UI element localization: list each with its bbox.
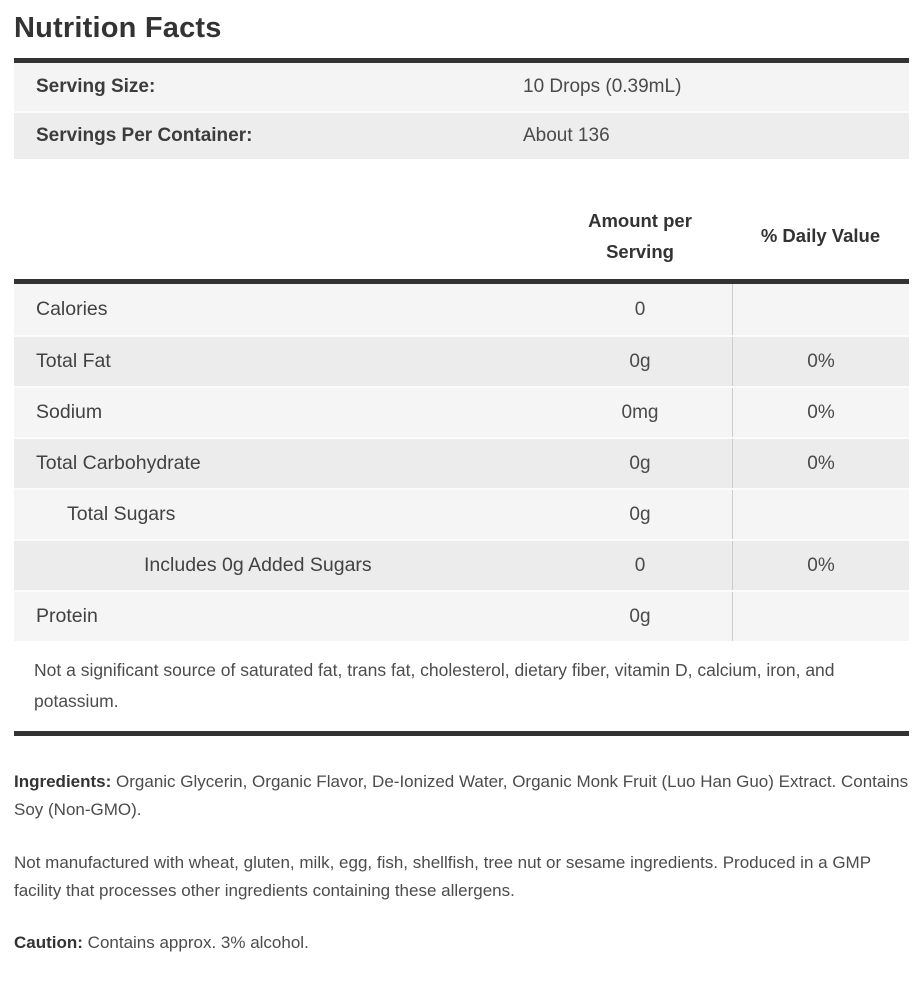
- caution-paragraph: [14, 929, 909, 957]
- servings-per-container-row: [14, 111, 909, 159]
- daily-value-header: % Daily Value: [760, 225, 881, 246]
- row-amount: 0g: [629, 350, 651, 372]
- nutrition-facts-title: Nutrition Facts: [14, 12, 222, 44]
- ingredients-label: Ingredients:: [14, 772, 112, 791]
- row-label: Total Sugars: [67, 503, 176, 525]
- table-row-sodium: [14, 386, 909, 437]
- row-daily-value: 0%: [732, 439, 909, 488]
- row-label: Includes 0g Added Sugars: [144, 554, 372, 576]
- row-label: Total Carbohydrate: [36, 452, 201, 474]
- serving-size-row: [14, 63, 909, 111]
- row-label: Sodium: [36, 401, 103, 423]
- nutrition-column-headers: [14, 159, 909, 279]
- table-row-calories: [14, 284, 909, 335]
- row-daily-value: 0%: [732, 388, 909, 437]
- row-amount: 0mg: [621, 401, 659, 423]
- serving-info-table: [14, 58, 909, 159]
- row-daily-value: 0%: [732, 337, 909, 386]
- row-amount: 0: [634, 554, 646, 576]
- row-label: Total Fat: [36, 350, 111, 372]
- amount-per-serving-header-text: Amount per Serving: [588, 210, 692, 262]
- row-amount: 0g: [629, 605, 651, 627]
- caution-label: Caution:: [14, 933, 83, 952]
- table-row-total-fat: [14, 335, 909, 386]
- row-daily-value: [732, 284, 909, 335]
- servings-per-container-value: About 136: [523, 125, 610, 146]
- row-amount: 0g: [629, 452, 651, 474]
- serving-size-value: 10 Drops (0.39mL): [523, 76, 682, 97]
- row-amount: 0g: [629, 503, 651, 525]
- nutrition-table: [14, 279, 909, 736]
- table-row-protein: [14, 590, 909, 641]
- footnote-text: Not a significant source of saturated fat, trans fat, cholesterol, dietary fiber, vitamin D, calcium, iron, and potassium.: [14, 641, 909, 731]
- row-label: Protein: [36, 605, 98, 627]
- table-row-total-carbohydrate: [14, 437, 909, 488]
- row-daily-value: [732, 592, 909, 641]
- row-label: Calories: [36, 298, 108, 320]
- caution-text: Contains approx. 3% alcohol.: [82, 933, 309, 952]
- row-amount: 0: [634, 298, 646, 320]
- row-daily-value: 0%: [732, 541, 909, 590]
- amount-per-serving-header: [548, 205, 732, 267]
- table-row-added-sugars: [14, 539, 909, 590]
- allergen-paragraph: Not manufactured with wheat, gluten, milk, egg, fish, shellfish, tree nut or sesame ingredients. Produced in a GMP facility that processes other ingredients containing these allergens.: [14, 853, 871, 900]
- ingredients-paragraph: [14, 768, 909, 823]
- table-row-total-sugars: [14, 488, 909, 539]
- row-daily-value: [732, 490, 909, 539]
- serving-size-label: Serving Size:: [36, 76, 156, 97]
- servings-per-container-label: Servings Per Container:: [36, 125, 253, 146]
- ingredients-text: Organic Glycerin, Organic Flavor, De-Ionized Water, Organic Monk Fruit (Luo Han Guo) Extract. Contains Soy (Non-GMO).: [14, 772, 909, 819]
